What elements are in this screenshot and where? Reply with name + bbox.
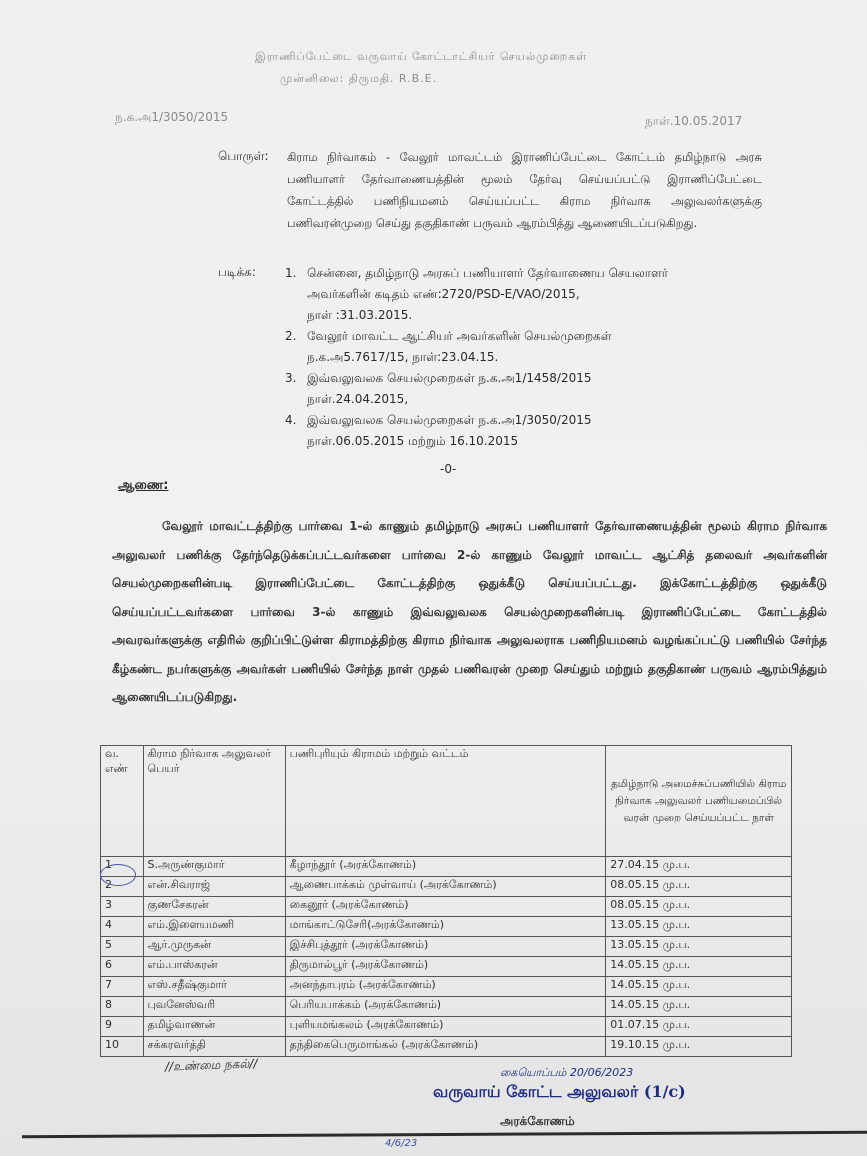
cell-name: ஆர்.முருகன் bbox=[143, 937, 285, 957]
header-date: தமிழ்நாடு அமைச்சுப்பணியில் கிராம நிர்வாக அலுவலர் பணியமைப்பில் வரன் முறை செய்யப்பட்ட நாள் bbox=[606, 746, 792, 857]
table-row bbox=[101, 977, 792, 997]
table-row bbox=[101, 957, 792, 977]
cell-date: 13.05.15 மு.ப. bbox=[606, 937, 792, 957]
cell-place: தந்திகைபெருமாங்கல் (அரக்கோணம்) bbox=[285, 1037, 606, 1057]
table-row bbox=[101, 897, 792, 917]
cell-date: 27.04.15 மு.ப. bbox=[606, 857, 792, 877]
cell-name: S.அருண்குமார் bbox=[143, 857, 285, 877]
cell-sno: 2 bbox=[101, 877, 144, 897]
section-separator: -0- bbox=[440, 462, 457, 476]
cell-date: 19.10.15 மு.ப. bbox=[606, 1037, 792, 1057]
reference-item: 4. இவ்வலுவலக செயல்முறைகள் ந.க.அ1/3050/2015 நாள்.06.05.2015 மற்றும் 16.10.2015 bbox=[285, 413, 592, 448]
cell-date: 14.05.15 மு.ப. bbox=[606, 957, 792, 977]
cell-date: 14.05.15 மு.ப. bbox=[606, 997, 792, 1017]
reference-item: 2. வேலூர் மாவட்ட ஆட்சியர் அவர்களின் செயல்முறைகள் ந.க.அ5.7617/15, நாள்:23.04.15. bbox=[285, 329, 612, 364]
cell-name: எஸ்.சதீஷ்குமார் bbox=[143, 977, 285, 997]
table-row bbox=[101, 857, 792, 877]
header-place: பணிபுரியும் கிராமம் மற்றும் வட்டம் bbox=[285, 746, 606, 857]
header-sno: வ. எண் bbox=[101, 746, 144, 857]
table-row bbox=[101, 1017, 792, 1037]
cell-place: பெரியபாக்கம் (அரக்கோணம்) bbox=[285, 997, 606, 1017]
stamp-note: 4/6/23 bbox=[385, 1138, 418, 1149]
cell-sno: 5 bbox=[101, 937, 144, 957]
table-row bbox=[101, 937, 792, 957]
table-row bbox=[101, 917, 792, 937]
cell-sno: 10 bbox=[101, 1037, 144, 1057]
cell-date: 14.05.15 மு.ப. bbox=[606, 977, 792, 997]
subject-label: பொருள்: bbox=[218, 149, 269, 163]
reference-item: 3. இவ்வலுவலக செயல்முறைகள் ந.க.அ1/1458/2015 நாள்.24.04.2015, bbox=[285, 371, 592, 406]
cell-place: கீழாந்தூர் (அரக்கோணம்) bbox=[285, 857, 606, 877]
cell-place: கைனூர் (அரக்கோணம்) bbox=[285, 897, 606, 917]
cell-name: எம்.பாஸ்கரன் bbox=[143, 957, 285, 977]
reference-item: 1. சென்னை, தமிழ்நாடு அரசுப் பணியாளர் தேர்வாணைய செயலாளர் அவர்களின் கடிதம் எண்:2720/PSD-E/VAO/2015, நாள் :31.03.2015. bbox=[285, 266, 669, 322]
appointment-table bbox=[100, 745, 792, 1057]
cell-sno: 1 bbox=[101, 857, 144, 877]
cell-sno: 3 bbox=[101, 897, 144, 917]
signature-title: வருவாய் கோட்ட அலுவலர் (1/c) bbox=[433, 1082, 686, 1101]
order-label: ஆணை: bbox=[118, 478, 169, 493]
bottom-rule bbox=[22, 1131, 867, 1138]
cell-name: என்.சிவராஜ் bbox=[143, 877, 285, 897]
references-list bbox=[285, 263, 765, 452]
cell-place: திருமால்பூர் (அரக்கோணம்) bbox=[285, 957, 606, 977]
cell-date: 08.05.15 மு.ப. bbox=[606, 877, 792, 897]
signature-initials: கையொப்பம் 20/06/2023 bbox=[500, 1066, 634, 1079]
cell-sno: 6 bbox=[101, 957, 144, 977]
cell-sno: 7 bbox=[101, 977, 144, 997]
cell-sno: 4 bbox=[101, 917, 144, 937]
cell-place: புளியமங்கலம் (அரக்கோணம்) bbox=[285, 1017, 606, 1037]
cell-date: 13.05.15 மு.ப. bbox=[606, 917, 792, 937]
reference-number: ந.க.அ1/3050/2015 bbox=[115, 110, 229, 124]
cell-sno: 8 bbox=[101, 997, 144, 1017]
cell-place: அனந்தாபுரம் (அரக்கோணம்) bbox=[285, 977, 606, 997]
cell-name: சக்கரவர்த்தி bbox=[143, 1037, 285, 1057]
cell-date: 01.07.15 மு.ப. bbox=[606, 1017, 792, 1037]
cell-place: மாங்காட்டுசேரி(அரக்கோணம்) bbox=[285, 917, 606, 937]
officer-line: முன்னிலை: திருமதி. R.B.E. bbox=[280, 72, 438, 85]
table-row bbox=[101, 877, 792, 897]
office-header: இராணிப்பேட்டை வருவாய் கோட்டாட்சியர் செயல்முறைகள் bbox=[255, 50, 588, 63]
cell-sno: 9 bbox=[101, 1017, 144, 1037]
cell-name: குணசேகரன் bbox=[143, 897, 285, 917]
table-header-row bbox=[101, 746, 792, 857]
cell-date: 08.05.15 மு.ப. bbox=[606, 897, 792, 917]
subject-text: கிராம நிர்வாகம் - வேலூர் மாவட்டம் இராணிப்பேட்டை கோட்டம் தமிழ்நாடு அரசு பணியாளர் தேர்வாணையத்தின் மூலம் தேர்வு செய்யப்பட்டு இராணிப்பேட்டை கோட்டத்தில் பணிநியமனம் செய்யப்பட்ட கிராம நிர்வாக அலுவலர்களுக்கு பணிவரன்முறை செய்து தகுதிகாண் பருவம் ஆரம்பித்து ஆணையிடப்படுகிறது. bbox=[287, 150, 762, 230]
cell-name: எம்.இளையமணி bbox=[143, 917, 285, 937]
true-copy-note: //உண்மை நகல்// bbox=[164, 1056, 258, 1074]
read-label: படிக்க: bbox=[218, 265, 256, 279]
handwritten-circle-mark bbox=[100, 864, 136, 886]
document-date: நாள்.10.05.2017 bbox=[645, 114, 743, 128]
order-paragraph: வேலூர் மாவட்டத்திற்கு பார்வை 1-ல் காணும் தமிழ்நாடு அரசுப் பணியாளர் தேர்வாணையத்தின் மூலம் கிராம நிர்வாக அலுவலர் பணிக்கு தேர்ந்தெடுக்கப்பட்டவர்களை பார்வை 2-ல் காணும் வேலூர் மாவட்ட ஆட்சித் தலைவர் அவர்களின் செயல்முறைகளின்படி இராணிப்பேட்டை கோட்டத்திற்கு ஒதுக்கீடு செய்யப்பட்டது. இக்கோட்டத்திற்கு ஒதுக்கீடு செய்யப்பட்டவர்களை பார்வை 3-ல் காணும் இவ்வலுவலக செயல்முறைகளின்படி இராணிப்பேட்டை கோட்டத்தில் அவரவர்களுக்கு எதிரில் குறிப்பிட்டுள்ள கிராமத்திற்கு கிராம நிர்வாக அலுவலராக பணிநியமனம் வழங்கப்பட்டு பணியில் சேர்ந்த கீழ்கண்ட நபர்களுக்கு அவர்கள் பணியில் சேர்ந்த நாள் முதல் பணிவரன் முறை செய்தும் மற்றும் தகுதிகாண் பருவம் ஆரம்பித்தும் ஆணையிடப்படுகிறது. bbox=[112, 519, 827, 704]
cell-name: தமிழ்வாணன் bbox=[143, 1017, 285, 1037]
header-name: கிராம நிர்வாக அலுவலர் பெயர் bbox=[143, 746, 285, 857]
signature-place: அரக்கோணம் bbox=[500, 1114, 575, 1128]
cell-place: இச்சிபுத்தூர் (அரக்கோணம்) bbox=[285, 937, 606, 957]
table-row bbox=[101, 1037, 792, 1057]
cell-place: ஆணைபாக்கம் முள்வாய் (அரக்கோணம்) bbox=[285, 877, 606, 897]
cell-name: புவனேஸ்வரி bbox=[143, 997, 285, 1017]
table-row bbox=[101, 997, 792, 1017]
